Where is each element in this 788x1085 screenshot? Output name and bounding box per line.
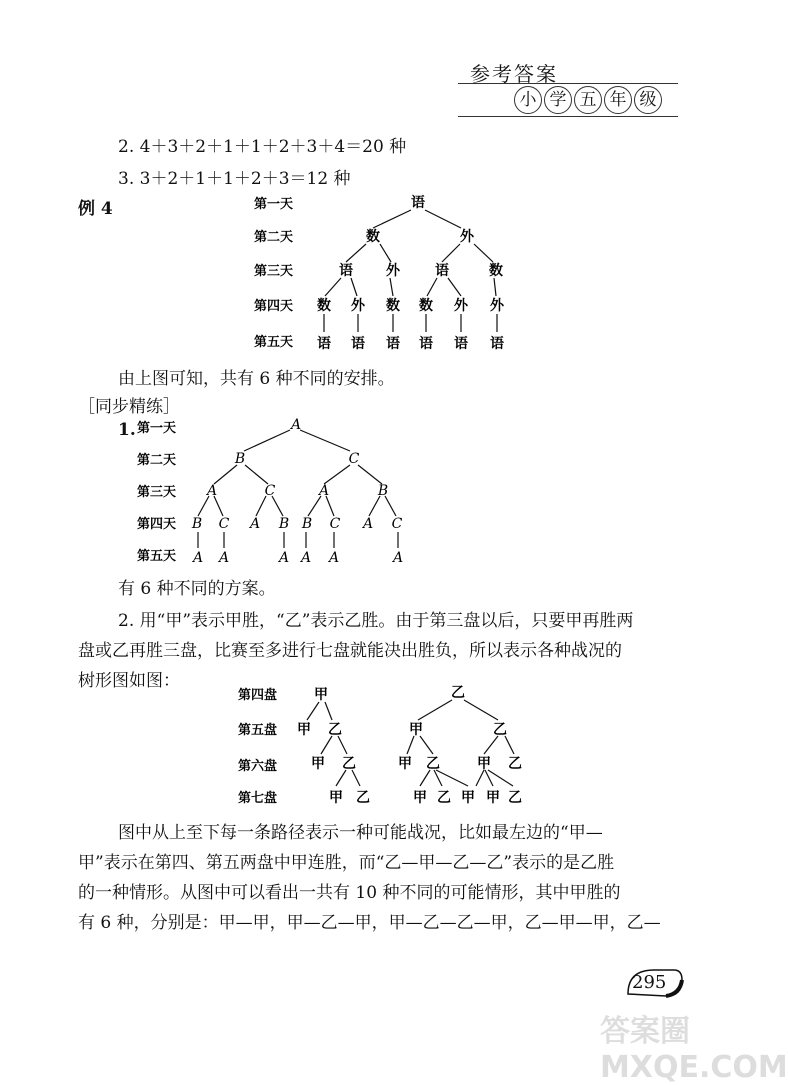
tree-node: B xyxy=(278,516,290,532)
tree-node: 乙 xyxy=(508,756,522,772)
tree-node: 乙 xyxy=(508,790,522,806)
tree-node: 语 xyxy=(411,195,425,211)
tree-node: 外 xyxy=(490,298,504,314)
practice-2-text: 树形图如图： xyxy=(78,671,180,691)
practice-2-explanation: 甲”表示在第四、第五两盘中甲连胜，而“乙—甲—乙—乙”表示的是乙胜 xyxy=(78,853,615,873)
tree-node: C xyxy=(264,483,276,499)
tree-node: 甲 xyxy=(461,790,475,806)
tree-node: 甲 xyxy=(297,722,311,738)
tree-node: 数 xyxy=(419,298,433,314)
tree-node: 乙 xyxy=(328,722,342,738)
header-rule-bottom xyxy=(458,116,678,117)
header-char: 学 xyxy=(544,86,572,114)
tree-node: 数 xyxy=(386,298,400,314)
tree-node: 外 xyxy=(454,298,468,314)
tree-node: A xyxy=(249,516,261,532)
tree-node: 甲 xyxy=(486,790,500,806)
tree-node: A xyxy=(328,550,340,566)
tree-node: 语 xyxy=(419,336,433,352)
tree-node: A xyxy=(206,483,218,499)
header-title: 参考答案 xyxy=(470,62,558,86)
tree-node: 外 xyxy=(460,229,474,245)
tree-node: A xyxy=(318,483,330,499)
tree-node: 乙 xyxy=(493,722,507,738)
tree-node: 甲 xyxy=(329,790,343,806)
practice-2-explanation: 有 6 种，分别是：甲—甲，甲—乙—甲，甲—乙—乙—甲，乙—甲—甲，乙— xyxy=(78,913,661,933)
tree-node: 语 xyxy=(317,336,331,352)
tree-node: 语 xyxy=(339,263,353,279)
level-label: 第一天 xyxy=(137,421,177,436)
tree-node: 语 xyxy=(454,336,468,352)
example-4-label: 例 4 xyxy=(78,199,113,219)
tree-node: C xyxy=(329,516,341,532)
tree-node: 甲 xyxy=(477,756,491,772)
answer-3: 3. 3＋2＋1＋1＋2＋3＝12 种 xyxy=(118,169,351,189)
tree-node: B xyxy=(377,483,389,499)
tree-node: 甲 xyxy=(398,756,412,772)
tree-node: 乙 xyxy=(426,756,440,772)
tree-node: 语 xyxy=(351,336,365,352)
tree-node: 甲 xyxy=(413,790,427,806)
level-label: 第三天 xyxy=(137,485,177,500)
tree-node: 语 xyxy=(435,263,449,279)
level-label: 第一天 xyxy=(254,197,294,212)
level-label: 第四天 xyxy=(254,299,294,314)
practice-2-text: 2. 用“甲”表示甲胜，“乙”表示乙胜。由于第三盘以后，只要甲再胜两 xyxy=(118,611,634,631)
level-label: 第二天 xyxy=(137,453,177,468)
tree-node: 甲 xyxy=(314,687,328,703)
header-char: 年 xyxy=(604,86,632,114)
tree-node: 甲 xyxy=(409,722,423,738)
tree-node: A xyxy=(278,550,290,566)
tree-node: 外 xyxy=(351,298,365,314)
tree-node: B xyxy=(301,516,313,532)
tree-node: C xyxy=(218,516,230,532)
header-grade xyxy=(514,86,664,114)
level-label: 第二天 xyxy=(254,230,294,245)
answer-2: 2. 4＋3＋2＋1＋1＋2＋3＋4＝20 种 xyxy=(118,137,407,157)
tree-node: C xyxy=(348,451,360,467)
header-char: 五 xyxy=(574,86,602,114)
level-label: 第四天 xyxy=(137,517,177,532)
level-label: 第五盘 xyxy=(238,723,278,738)
practice-2-text: 盘或乙再胜三盘，比赛至多进行七盘就能决出胜负，所以表示各种战况的 xyxy=(78,641,622,661)
tree-node: 语 xyxy=(386,336,400,352)
tree-practice-1 xyxy=(137,414,430,574)
tree-node: B xyxy=(234,451,246,467)
tree-node: A xyxy=(290,417,302,433)
tree-node: A xyxy=(300,550,312,566)
level-label: 第五天 xyxy=(254,335,294,350)
tree-node: A xyxy=(192,550,204,566)
tree-node: 语 xyxy=(490,336,504,352)
tree-node: A xyxy=(392,550,404,566)
tree-node: A xyxy=(362,516,374,532)
level-label: 第六盘 xyxy=(238,759,278,774)
level-label: 第四盘 xyxy=(238,688,278,703)
level-label: 第七盘 xyxy=(238,791,278,806)
page-number: 295 xyxy=(632,972,667,993)
practice-2-explanation: 的一种情形。从图中可以看出一共有 10 种不同的可能情形，其中甲胜的 xyxy=(78,883,621,903)
tree-node: A xyxy=(218,550,230,566)
practice-2-explanation: 图中从上至下每一条路径表示一种可能战况，比如最左边的“甲— xyxy=(118,823,603,843)
section-title: ［同步精练］ xyxy=(78,397,180,417)
tree-node: 数 xyxy=(366,229,380,245)
tree-node: 乙 xyxy=(437,790,451,806)
tree-example-4 xyxy=(240,188,530,360)
practice-1-conclusion: 有 6 种不同的方案。 xyxy=(118,579,276,599)
tree-node: 数 xyxy=(317,298,331,314)
tree-node: 甲 xyxy=(311,756,325,772)
tree-node: C xyxy=(391,516,403,532)
tree-node: 乙 xyxy=(451,685,465,701)
practice-1-number: 1. xyxy=(118,420,136,440)
example-4-conclusion: 由上图可知，共有 6 种不同的安排。 xyxy=(118,369,395,389)
tree-practice-2 xyxy=(230,682,540,810)
tree-node: 外 xyxy=(386,263,400,279)
tree-node: B xyxy=(191,516,203,532)
watermark: 答案圈 MXQE.COM xyxy=(600,1014,788,1085)
tree-node: 乙 xyxy=(356,790,370,806)
header-char: 小 xyxy=(514,86,542,114)
tree-edges xyxy=(307,700,514,786)
level-label: 第五天 xyxy=(137,549,177,564)
level-label: 第三天 xyxy=(254,264,294,279)
tree-node: 乙 xyxy=(342,756,356,772)
header-rule xyxy=(458,83,678,84)
tree-node: 数 xyxy=(489,263,503,279)
header-char: 级 xyxy=(634,86,662,114)
